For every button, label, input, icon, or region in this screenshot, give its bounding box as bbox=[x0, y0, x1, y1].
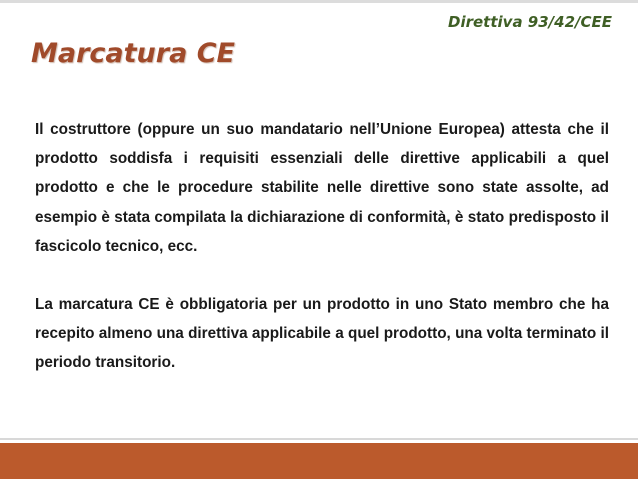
slide-subtitle: Direttiva 93/42/CEE bbox=[448, 13, 612, 31]
slide-body bbox=[35, 115, 609, 378]
body-paragraph-2: La marcatura CE è obbligatoria per un prodotto in uno Stato membro che ha recepito almeno una direttiva applicabile a quel prodotto, una volta terminato il periodo transitorio. bbox=[35, 296, 609, 372]
header-divider bbox=[0, 0, 638, 3]
slide-title: Marcatura CE bbox=[31, 38, 235, 69]
body-paragraph-1: Il costruttore (oppure un suo mandatario nell’Unione Europea) attesta che il prodotto soddisfa i requisiti essenziali delle direttive applicabili a quel prodotto e che le procedure stabilite nelle direttive sono state assolte, ad esempio è stata compilata la dichiarazione di conformità, è stato predisposto il fascicolo tecnico, ecc. bbox=[35, 121, 609, 255]
footer-divider bbox=[0, 438, 638, 440]
footer-bar bbox=[0, 443, 638, 479]
